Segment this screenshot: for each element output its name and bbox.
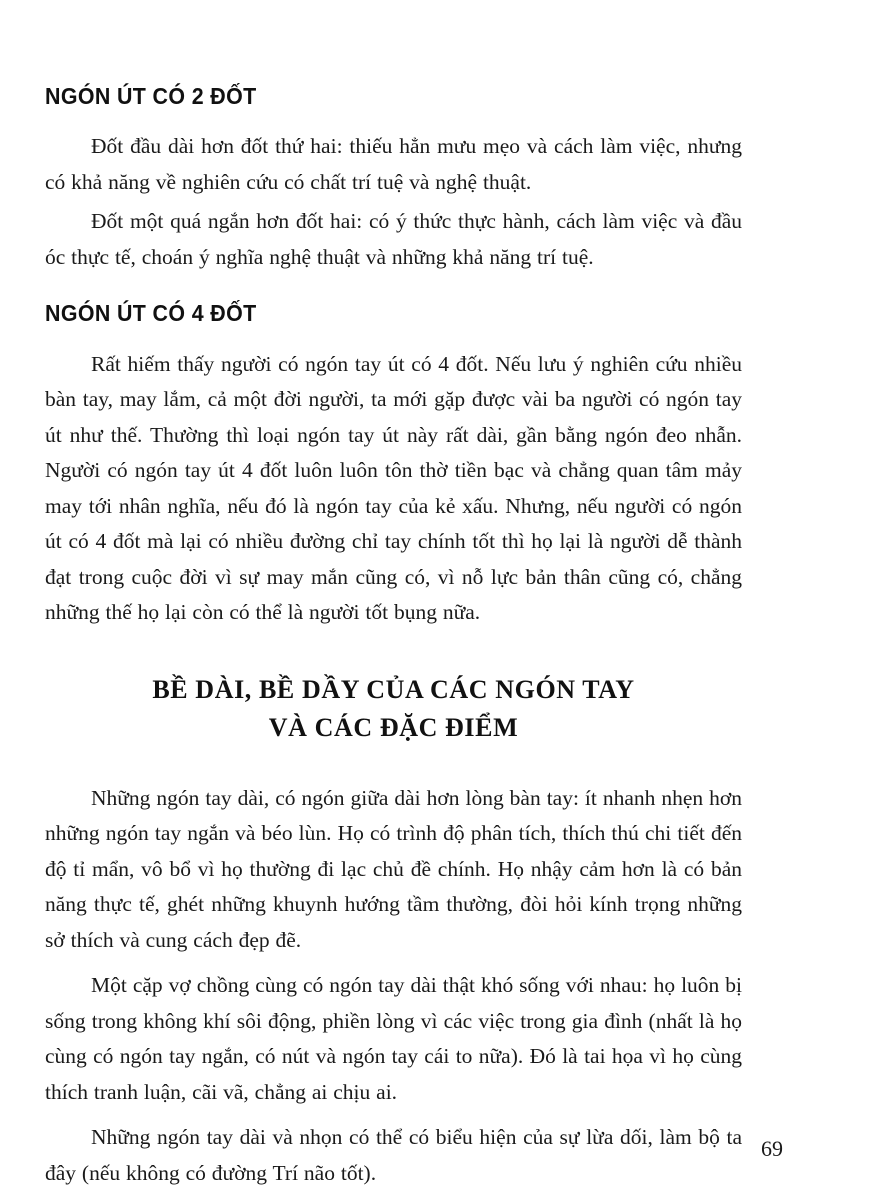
major-section-title-line-1: BỀ DÀI, BỀ DẦY CỦA CÁC NGÓN TAY — [152, 674, 635, 704]
page-content — [45, 0, 742, 1191]
paragraph: Đốt một quá ngắn hơn đốt hai: có ý thức thực hành, cách làm việc và đầu óc thực tế, choán ý nghĩa nghệ thuật và những khả năng trí tuệ. — [45, 209, 742, 269]
major-section-title-line-2: VÀ CÁC ĐẶC ĐIỂM — [268, 712, 519, 742]
paragraph: Những ngón tay dài, có ngón giữa dài hơn lòng bàn tay: ít nhanh nhẹn hơn những ngón tay ngắn và béo lùn. Họ có trình độ phân tích, thích thú chi tiết đến độ tỉ mẩn, vô bổ vì họ thường đi lạc chủ đề chính. Họ nhậy cảm hơn là có bản năng thực tế, ghét những khuynh hướng tầm thường, đòi hỏi kính trọng những sở thích và cung cách đẹp đẽ. — [45, 785, 742, 952]
paragraph: Một cặp vợ chồng cùng có ngón tay dài thật khó sống với nhau: họ luôn bị sống trong không khí sôi động, phiền lòng vì các việc trong gia đình (nhất là họ cùng có ngón tay ngắn, có nút và ngón tay cái to nữa). Đó là tai họa vì họ cùng thích tranh luận, cãi vã, chẳng ai chịu ai. — [45, 973, 742, 1104]
paragraph: Rất hiếm thấy người có ngón tay út có 4 đốt. Nếu lưu ý nghiên cứu nhiều bàn tay, may lắm, cả một đời người, ta mới gặp được vài ba người có ngón tay út như thế. Thường thì loại ngón tay út này rất dài, gần bằng ngón đeo nhẫn. Người có ngón tay út 4 đốt luôn luôn tôn thờ tiền bạc và chẳng quan tâm mảy may tới nhân nghĩa, nếu đó là ngón tay của kẻ xấu. Nhưng, nếu người có ngón út có 4 đốt mà lại có nhiều đường chỉ tay chính tốt thì họ lại là người dễ thành đạt trong cuộc đời vì sự may mắn cũng có, vì nỗ lực bản thân cũng có, chẳng những thế họ lại còn có thể là người tốt bụng nữa. — [45, 351, 742, 625]
section-heading-ngon-ut-co-2-dot: NGÓN ÚT CÓ 2 ĐỐT — [45, 83, 257, 109]
section-heading-ngon-ut-co-4-dot: NGÓN ÚT CÓ 4 ĐỐT — [45, 300, 257, 327]
page-number: 69 — [761, 1136, 783, 1161]
major-section-title — [45, 671, 742, 747]
paragraph: Đốt đầu dài hơn đốt thứ hai: thiếu hẳn mưu mẹo và cách làm việc, nhưng có khả năng về nghiên cứu có chất trí tuệ và nghệ thuật. — [45, 134, 742, 194]
paragraph: Những ngón tay dài và nhọn có thể có biểu hiện của sự lừa dối, làm bộ ta đây (nếu không có đường Trí não tốt). — [45, 1125, 742, 1185]
